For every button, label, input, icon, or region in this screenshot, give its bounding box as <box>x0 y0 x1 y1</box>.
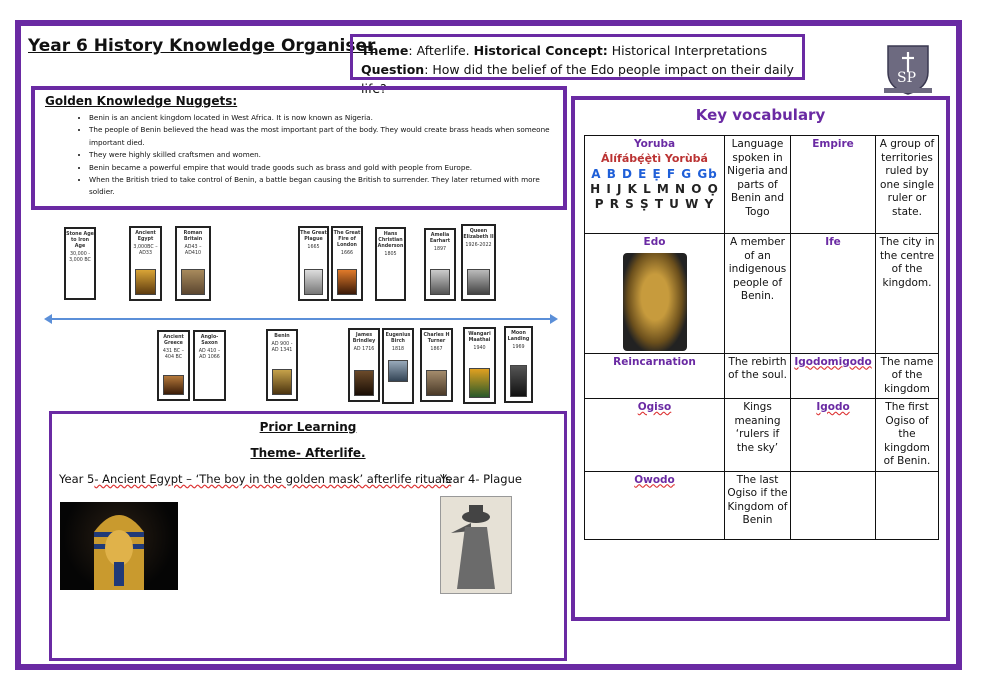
timeline-card: Anglo-Saxon AD 410 – AD 1066 <box>193 330 226 401</box>
vocab-term: Igodomigodo <box>794 355 872 368</box>
timeline-card: Queen Elizabeth II 1926-2022 <box>461 224 496 301</box>
vocab-definition: A member of an indigenous people of Benin. <box>725 234 791 354</box>
timeline-card: Hans Christian Anderson 1805 <box>375 227 406 301</box>
page-title: Year 6 History Knowledge Organiser <box>28 36 376 56</box>
nuggets-list <box>43 112 555 199</box>
vocab-term: Ogiso <box>637 401 672 413</box>
question-value: : How did the belief of the Edo people impact on their daily life? <box>361 62 794 96</box>
vocab-row <box>585 399 939 472</box>
vocab-row <box>585 136 939 234</box>
benin-mask-image <box>623 253 687 351</box>
vocab-row <box>585 353 939 399</box>
vocab-term: Edo <box>643 236 666 248</box>
vocab-term: Yoruba <box>633 138 676 150</box>
timeline-card: Roman Britain AD43 – AD410 <box>175 226 211 301</box>
nugget-item: • Benin is an ancient kingdom located in West Africa. It is now known as Nigeria. <box>89 112 555 124</box>
nugget-item: • Benin became a powerful empire that would trade goods such as brass and gold with people from Europe. <box>89 162 555 174</box>
vocab-row <box>585 234 939 354</box>
vocab-row <box>585 471 939 539</box>
timeline-card: Eugenius Birch 1818 <box>382 328 414 404</box>
nugget-item: • The people of Benin believed the head was the most important part of the body. They would create brass heads when someone important died. <box>89 124 555 149</box>
golden-mask-image <box>60 502 178 590</box>
timeline-card: Stone Age to Iron Age 30,000 - 3,000 BC <box>64 227 96 300</box>
concept-value: Historical Interpretations <box>607 43 768 58</box>
vocab-definition: The city in the centre of the kingdom. <box>876 234 939 354</box>
timeline-card: Benin AD 900 - AD 1341 <box>266 329 298 401</box>
vocab-table <box>584 135 939 540</box>
timeline-card: Moon Landing 1969 <box>504 326 533 403</box>
nuggets-heading: Golden Knowledge Nuggets: <box>45 94 238 108</box>
plague-doctor-image <box>440 496 512 594</box>
theme-value: : Afterlife. <box>408 43 470 58</box>
vocab-term: Ife <box>825 236 841 248</box>
question-label: Question <box>361 62 425 77</box>
prior-learning-box <box>49 411 567 661</box>
vocab-definition <box>876 471 939 539</box>
timeline-card: Wangari Maathai 1940 <box>463 327 496 404</box>
nugget-item: • When the British tried to take control of Benin, a battle began causing the British to surrender. They later returned with more soldier. <box>89 174 555 199</box>
timeline-card: Charles H Turner 1867 <box>420 328 453 402</box>
timeline-card: The Great Plague 1665 <box>298 226 329 301</box>
prior-heading: Prior Learning <box>259 420 357 434</box>
timeline-arrow <box>44 313 558 325</box>
timeline-card: The Great Fire of London 1666 <box>331 226 363 301</box>
concept-label: Historical Concept: <box>473 43 608 58</box>
nugget-item: • They were highly skilled craftsmen and women. <box>89 149 555 161</box>
year4-text: Year 4- Plague <box>440 472 522 486</box>
timeline-card: Ancient Egypt 3,000BC – AD33 <box>129 226 162 301</box>
year5-text: Year 5- Ancient Egypt – ‘The boy in the golden mask’ afterlife rituals <box>59 472 452 486</box>
vocab-definition: The last Ogiso if the Kingdom of Benin <box>725 471 791 539</box>
timeline-card: Ancient Greece 431 BC – 404 BC <box>157 330 190 401</box>
vocab-term: Reincarnation <box>613 355 696 368</box>
theme-box <box>350 34 805 96</box>
vocab-definition: Language spoken in Nigeria and parts of Benin and Togo <box>725 136 791 234</box>
yoruba-alphabet: A B D E Ẹ F G Gb H I J K L M N O Ọ P R S Ṣ T U W Y <box>590 167 719 211</box>
vocab-definition: A group of territories ruled by one single ruler or state. <box>876 136 939 234</box>
vocab-term: Owodo <box>634 473 675 486</box>
vocab-definition: The first Ogiso of the kingdom of Benin. <box>876 399 939 472</box>
vocab-term: Empire <box>812 138 854 150</box>
key-vocabulary-box <box>571 96 950 621</box>
vocab-definition: Kings meaning ‘rulers if the sky’ <box>725 399 791 472</box>
logo-text: SP <box>897 70 917 86</box>
vocab-definition: The name of the kingdom <box>876 353 939 399</box>
prior-theme: Theme- Afterlife. <box>250 446 366 460</box>
vocab-heading: Key vocabulary <box>695 106 826 124</box>
vocab-definition: The rebirth of the soul. <box>725 353 791 399</box>
theme-label: Theme <box>361 43 409 58</box>
golden-nuggets-box <box>31 86 567 210</box>
vocab-term: Igodo <box>816 401 850 413</box>
yoruba-alphabet-title: Álífábẹ́ẹ̀tì Yorùbá <box>601 151 708 165</box>
timeline-card: Amelia Earhart 1897 <box>424 228 456 301</box>
timeline-card: James Brindley AD 1716 <box>348 328 380 402</box>
school-logo <box>882 42 934 96</box>
